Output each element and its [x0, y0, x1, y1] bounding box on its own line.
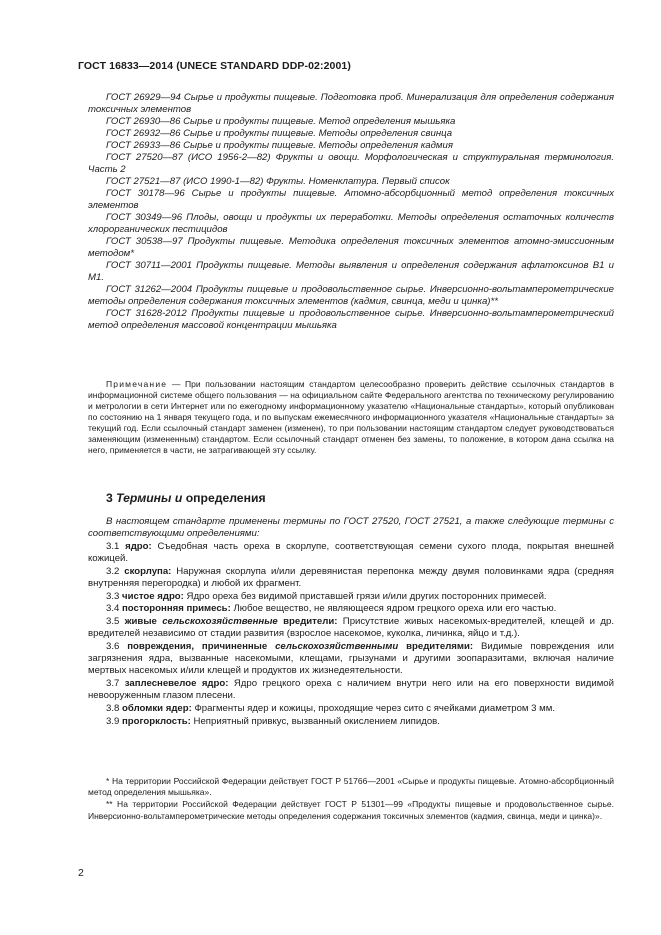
definition-item: 3.8 обломки ядер: Фрагменты ядер и кожицы, проходящие через сито с ячейками диаметром 3 мм.: [106, 703, 556, 715]
definition-item: 3.3 чистое ядро: Ядро ореха без видимой приставшей грязи и/или других посторонних примесей.: [106, 590, 547, 602]
section-title: 3 Термины и определения: [106, 491, 266, 505]
definition-term: прогорклость:: [122, 715, 191, 727]
definition-term: повреждения, причиненные: [127, 641, 276, 653]
reference-item: ГОСТ 27521—87 (ИСО 1990-1—82) Фрукты. Номенклатура. Первый список: [106, 176, 450, 187]
reference-item: ГОСТ 26932—86 Сырье и продукты пищевые. Методы определения свинца: [106, 128, 453, 139]
definition-item: 3.1 ядро: Съедобная часть ореха в скорлупе, соответствующая семени сухого плода, покрытая внешней кожицей.: [88, 540, 614, 565]
definition-item: 3.9 прогорклость: Неприятный привкус, вызванный окислением липидов.: [106, 715, 440, 727]
note-label: Примечание: [106, 379, 168, 389]
definitions-intro: В настоящем стандарте применены термины по ГОСТ 27520, ГОСТ 27521, а также следующие термины с соответствующими определениями:: [88, 516, 614, 540]
footnotes: [88, 776, 614, 823]
reference-item: ГОСТ 30538—97 Продукты пищевые. Методика определения токсичных элементов атомно-эмиссионным методом*: [88, 236, 614, 259]
definition-term: чистое ядро:: [122, 590, 184, 602]
definition-item: 3.4 посторонняя примесь: Любое вещество, не являющееся ядром грецкого ореха или его частью.: [106, 603, 557, 615]
definition-term: обломки ядер:: [122, 703, 192, 715]
definition-term: ядро:: [125, 540, 152, 552]
document-header: ГОСТ 16833—2014 (UNECE STANDARD DDP-02:2001): [78, 60, 351, 72]
reference-item: ГОСТ 26930—86 Сырье и продукты пищевые. Метод определения мышьяка: [106, 116, 456, 127]
definition-item: 3.2 скорлупа: Наружная скорлупа и/или деревянистая перепонка между двумя половинками ядра (средняя внутренняя перегородка) и любой их фрагмент.: [88, 565, 614, 590]
definition-term: живые: [124, 616, 163, 628]
note-block: [88, 379, 614, 456]
definition-term: посторонняя примесь:: [122, 603, 231, 615]
note-text: — При пользовании настоящим стандартом целесообразно проверить действие ссылочных стандартов в информационной системе общего пользования — на официальном сайте Федерального агентства по техническому регулированию и метрологии в сети Интернет или по ежегодному информационному указателю «Национальные стандарты», который опубликован по состоянию на 1 января текущего года, и по выпускам ежемесячного информационного указателя «Национальные стандарты» за текущий год. Если ссылочный стандарт заменен (изменен), то при пользовании настоящим стандартом следует руководствоваться заменяющим (измененным) стандартом. Если ссылочный стандарт отменен без замены, то положение, в котором дана ссылка на него, применяется в части, не затрагивающей эту ссылку.: [88, 379, 614, 455]
reference-item: ГОСТ 26929—94 Сырье и продукты пищевые. Подготовка проб. Минерализация для определения содержания токсичных элементов: [88, 92, 614, 115]
reference-item: ГОСТ 31628-2012 Продукты пищевые и продовольственное сырье. Инверсионно-вольтамперометрический метод определения массовой концентрации мышьяка: [88, 308, 614, 331]
normative-references-list: [88, 92, 614, 332]
reference-item: ГОСТ 31262—2004 Продукты пищевые и продовольственное сырье. Инверсионно-вольтамперометрические методы определения содержания токсичных элементов (кадмия, свинца, меди и цинка)**: [88, 284, 614, 307]
definition-item: 3.5 живые сельскохозяйственные вредители: Присутствие живых насекомых-вредителей, клещей и др. вредителей независимо от стадии развития (взрослое насекомое, куколка, личинка, яйцо и т.д.).: [88, 616, 615, 640]
page-number: 2: [78, 867, 84, 879]
reference-item: ГОСТ 30711—2001 Продукты пищевые. Методы выявления и определения содержания афлатоксинов B1 и M1.: [88, 260, 614, 283]
definition-item: 3.6 повреждения, причиненные сельскохозяйственными вредителями: Видимые повреждения или загрязнения ядра, вызванные насекомыми, клещами, грызунами и другими зоопаразитами, включая наличие мертвых насекомых и/или клещей и продуктов их жизнедеятельности.: [88, 641, 615, 677]
footnote: * На территории Российской Федерации действует ГОСТ Р 51766—2001 «Сырье и продукты пищевые. Атомно-абсорбционный метод определения мышьяка».: [88, 776, 614, 798]
footnote: ** На территории Российской Федерации действует ГОСТ Р 51301—99 «Продукты пищевые и продовольственное сырье. Инверсионно-вольтамперометрические методы определения содержания токсичных элементов (кадмия, свинца, меди и цинка)».: [88, 799, 614, 821]
reference-item: ГОСТ 27520—87 (ИСО 1956-2—82) Фрукты и овощи. Морфологическая и структуральная терминология. Часть 2: [88, 152, 614, 175]
definitions-list: [88, 516, 614, 728]
reference-item: ГОСТ 30349—96 Плоды, овощи и продукты их переработки. Методы определения остаточных количеств хлорорганических пестицидов: [88, 212, 614, 235]
definition-term: скорлупа:: [124, 565, 172, 577]
reference-item: ГОСТ 30178—96 Сырье и продукты пищевые. Атомно-абсорбционный метод определения токсичных элементов: [88, 188, 614, 211]
reference-item: ГОСТ 26933—86 Сырье и продукты пищевые. Методы определения кадмия: [106, 140, 453, 151]
note-paragraph: [88, 379, 614, 456]
definition-term: заплесневелое ядро:: [124, 678, 229, 690]
definition-item: 3.7 заплесневелое ядро: Ядро грецкого ореха с наличием внутри него или на его поверхности видимой невооруженным глазом плесени.: [88, 678, 614, 702]
